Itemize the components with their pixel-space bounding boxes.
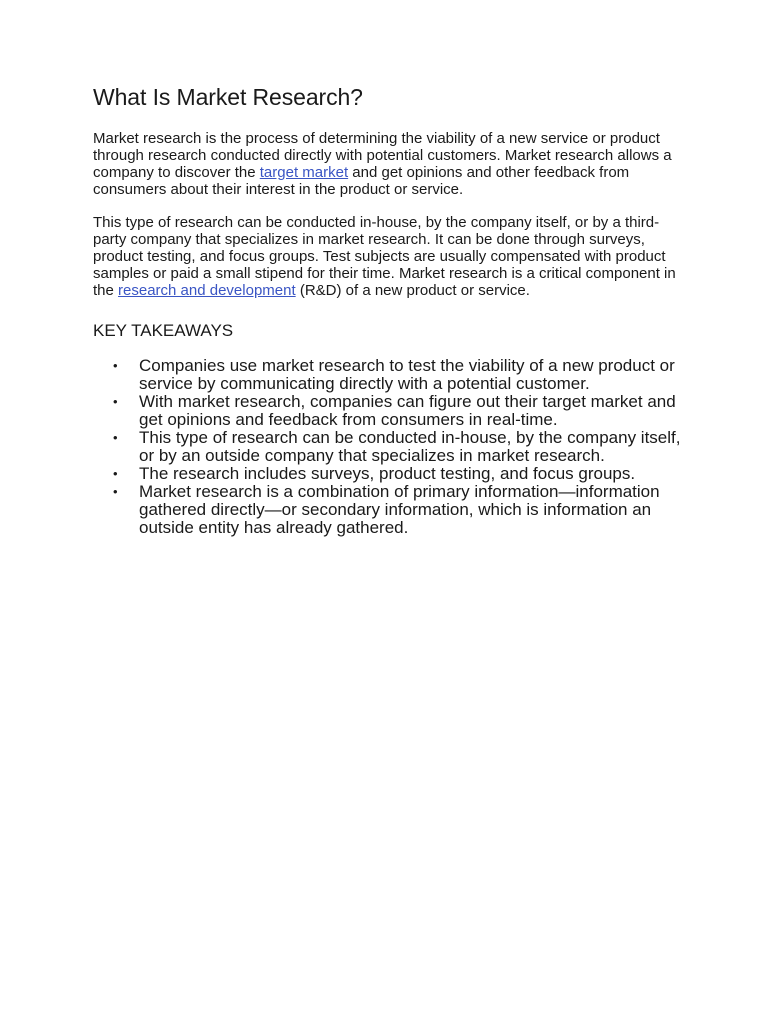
document-page [93, 84, 683, 537]
list-item [93, 483, 683, 537]
paragraph-intro [93, 130, 683, 198]
takeaway-text: This type of research can be conducted in-house, by the company itself, or by an outside company that specializes in market research. [139, 427, 681, 465]
paragraph-research-type-text-2: (R&D) of a new product or service. [295, 281, 530, 299]
list-item [93, 393, 683, 429]
list-item [93, 429, 683, 465]
bullet-icon: • [113, 465, 118, 481]
bullet-icon: • [113, 483, 118, 499]
takeaway-text: The research includes surveys, product testing, and focus groups. [139, 463, 636, 483]
paragraph-research-type [93, 214, 683, 299]
target-market-link[interactable]: target market [259, 163, 349, 181]
bullet-icon: • [113, 429, 118, 445]
takeaway-text: Companies use market research to test the viability of a new product or service by communicating directly with a potential customer. [139, 355, 675, 393]
paragraph-intro-text-2: and get opinions and other feedback from consumers about their interest in the product or service. [93, 163, 630, 198]
bullet-icon: • [113, 357, 118, 373]
key-takeaways-heading: KEY TAKEAWAYS [93, 320, 234, 340]
list-item [93, 465, 683, 483]
page-title: What Is Market Research? [93, 84, 363, 110]
bullet-icon: • [113, 393, 118, 409]
paragraph-intro-text-1: Market research is the process of determining the viability of a new service or product through research conducted directly with potential customers. Market research allows a company to discover the [93, 129, 672, 181]
paragraph-research-type-text-1: This type of research can be conducted in-house, by the company itself, or by a third-party company that specializes in market research. It can be done through surveys, product testing, and focus groups. Test subjects are usually compensated with product samples or paid a small stipend for their time. Market research is a critical component in the [93, 213, 676, 299]
list-item [93, 357, 683, 393]
takeaway-text: With market research, companies can figure out their target market and get opinions and feedback from consumers in real-time. [139, 391, 676, 429]
research-and-development-link[interactable]: research and development [118, 281, 296, 299]
key-takeaways-list [93, 357, 683, 537]
takeaway-text: Market research is a combination of primary information—information gathered directly—or secondary information, which is information an outside entity has already gathered. [139, 481, 660, 537]
